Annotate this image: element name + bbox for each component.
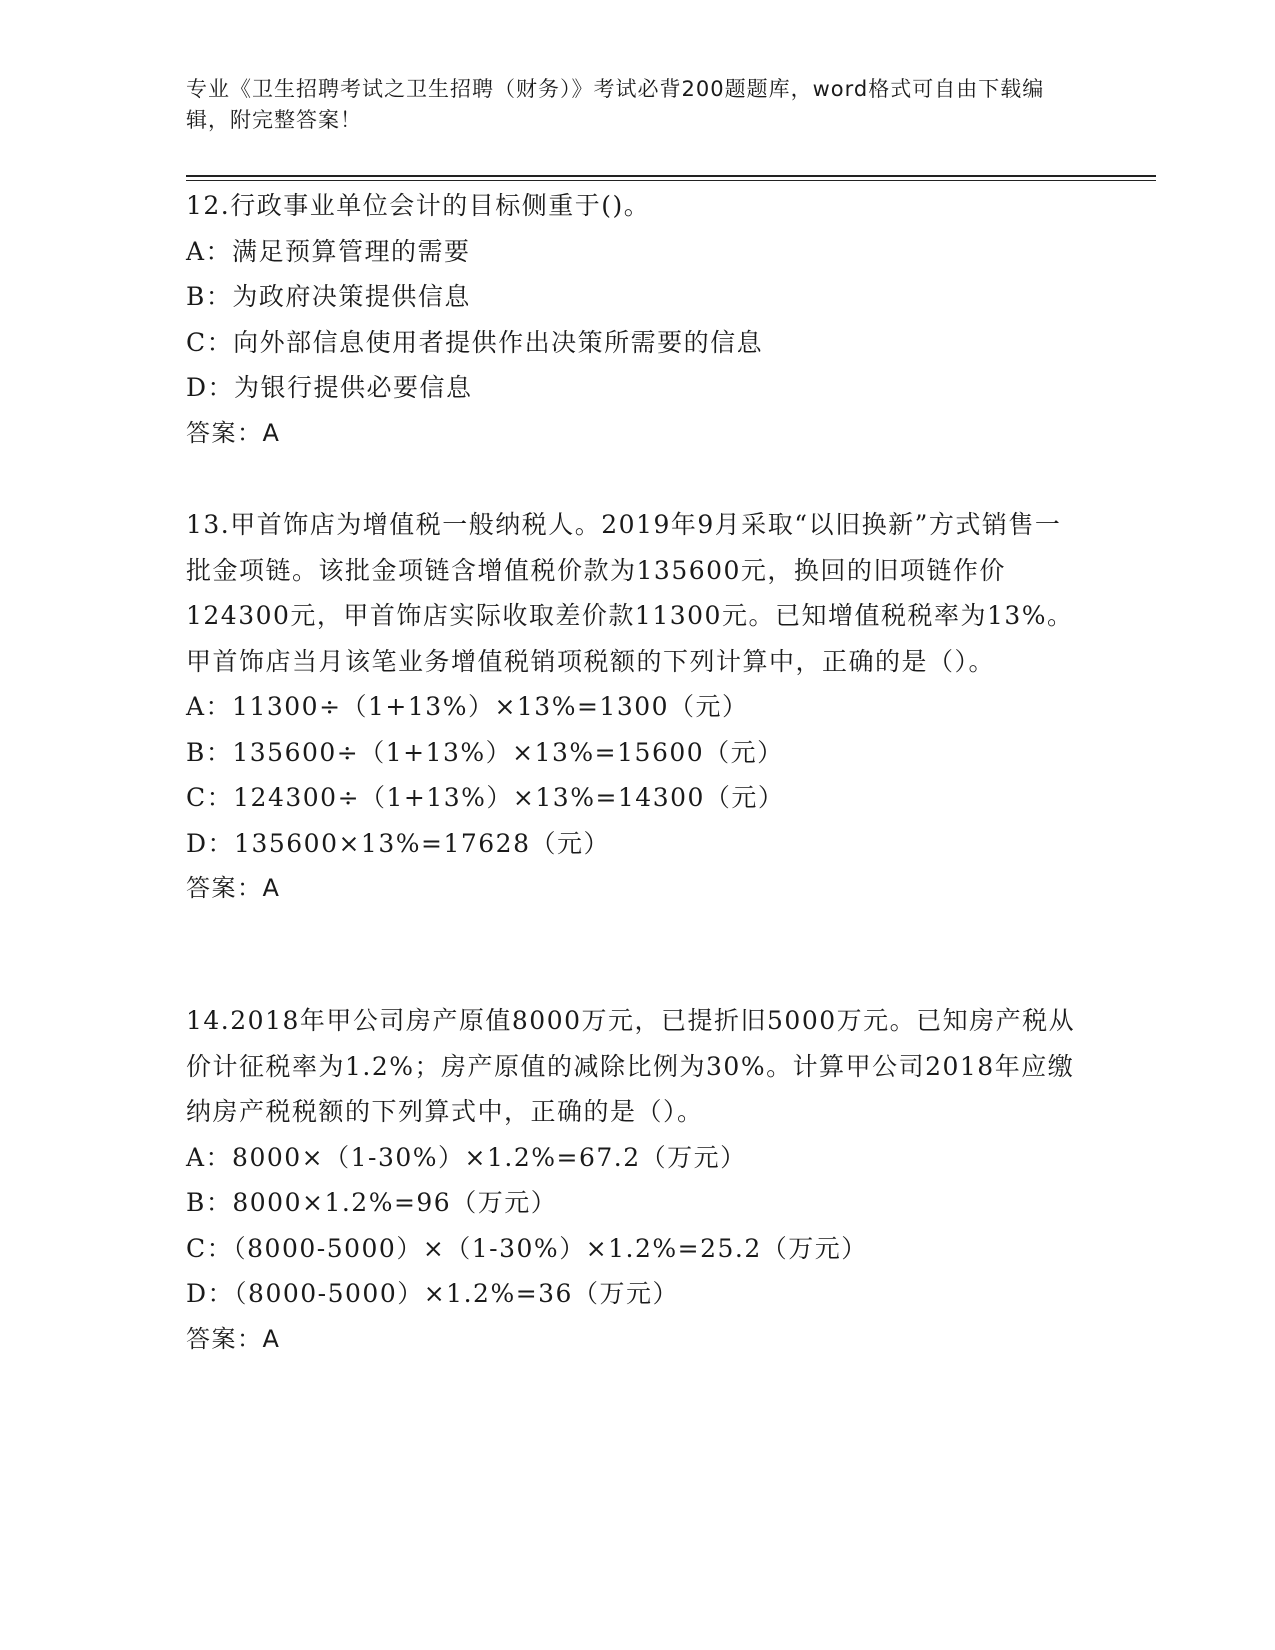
- question-block-14: [186, 998, 1086, 1362]
- option-b: B：为政府决策提供信息: [186, 282, 471, 311]
- option-c: C：（8000-5000）×（1-30%）×1.2%=25.2（万元）: [186, 1233, 868, 1263]
- option-b: B：135600÷（1+13%）×13%=15600（元）: [186, 737, 784, 767]
- question-stem: 12.行政事业单位会计的目标侧重于()。: [186, 191, 651, 220]
- answer-text: 答案：A: [186, 418, 281, 447]
- option-c: C：124300÷（1+13%）×13%=14300（元）: [186, 783, 785, 812]
- answer-text: 答案：A: [186, 874, 281, 902]
- question-block-13: [186, 502, 1086, 912]
- option-b: B：8000×1.2%=96（万元）: [186, 1188, 558, 1217]
- option-a: A：8000×（1-30%）×1.2%=67.2（万元）: [186, 1142, 747, 1172]
- option-a: A：11300÷（1+13%）×13%=1300（元）: [186, 692, 749, 721]
- option-d: D：（8000-5000）×1.2%=36（万元）: [186, 1279, 679, 1308]
- question-block-12: [186, 183, 1086, 456]
- option-d: D：为银行提供必要信息: [186, 373, 473, 402]
- option-a: A：满足预算管理的需要: [186, 236, 471, 266]
- answer-text: 答案：A: [186, 1324, 281, 1353]
- option-c: C：向外部信息使用者提供作出决策所需要的信息: [186, 327, 764, 357]
- header-divider: [186, 175, 1156, 181]
- option-d: D：135600×13%=17628（元）: [186, 828, 610, 858]
- question-stem: 13.甲首饰店为增值税一般纳税人。2019年9月采取“以旧换新”方式销售一批金项链。该批金项链含增值税价款为135600元，换回的旧项链作价124300元，甲首饰店实际收取差价款11300元。已知增值税税率为13%。甲首饰店当月该笔业务增值税销项税额的下列计算中，正确的是（）。: [186, 510, 1074, 676]
- document-header: 专业《卫生招聘考试之卫生招聘（财务）》考试必背200题题库，word格式可自由下载编辑，附完整答案！: [186, 77, 1045, 132]
- question-stem: 14.2018年甲公司房产原值8000万元，已提折旧5000万元。已知房产税从价计征税率为1.2%；房产原值的减除比例为30%。计算甲公司2018年应缴纳房产税税额的下列算式中，正确的是（）。: [186, 1006, 1076, 1126]
